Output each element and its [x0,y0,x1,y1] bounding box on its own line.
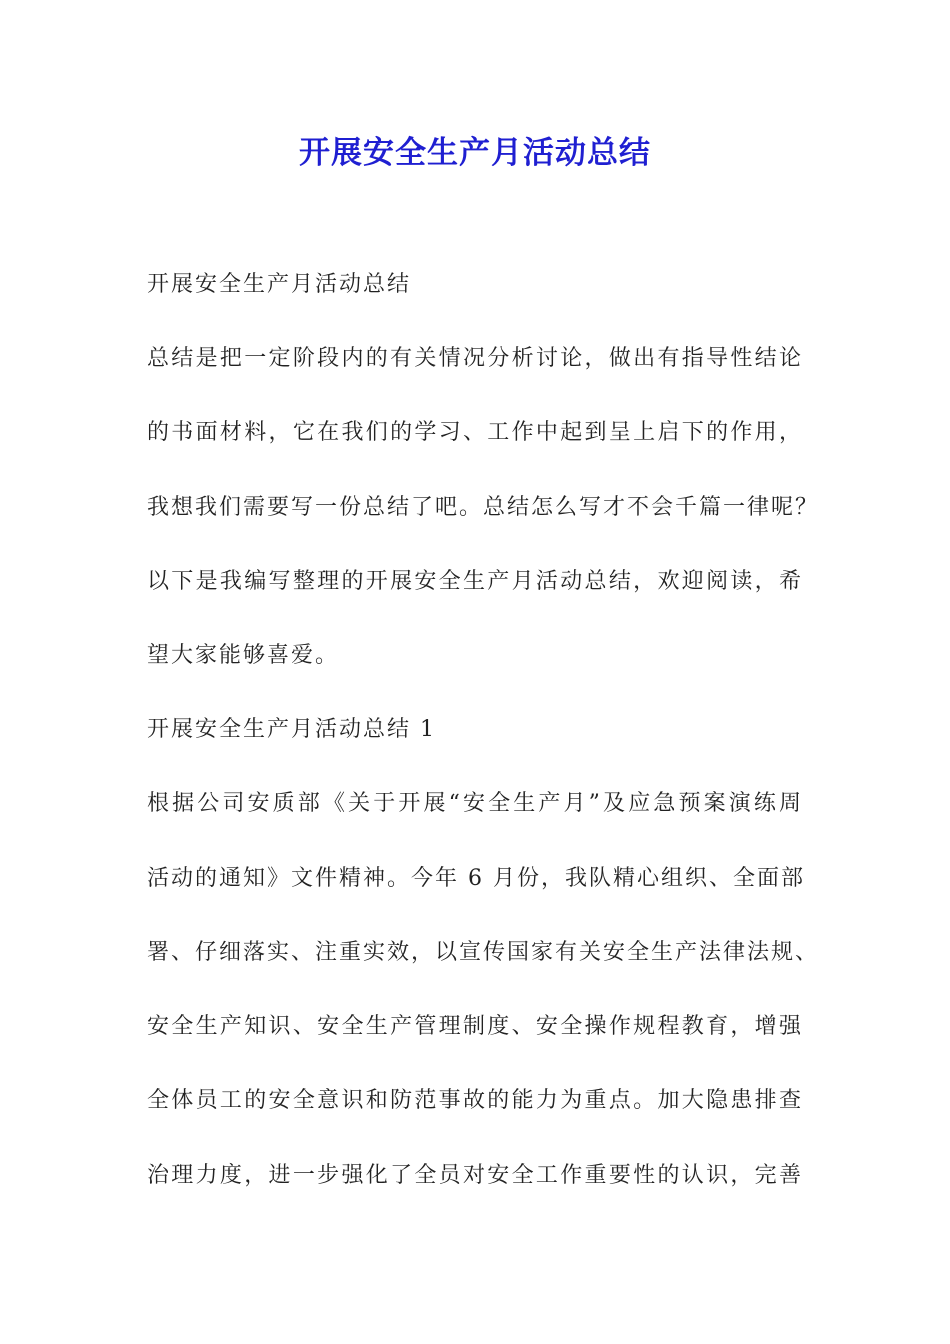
paragraph-line: 治理力度，进一步强化了全员对安全工作重要性的认识，完善 [147,1163,803,1188]
section-heading: 开展安全生产月活动总结 1 [147,717,436,742]
paragraph-line: 安全生产知识、安全生产管理制度、安全操作规程教育，增强 [147,1014,803,1039]
document-title: 开展安全生产月活动总结 [299,135,651,171]
paragraph-line: 总结是把一定阶段内的有关情况分析讨论，做出有指导性结论 [147,346,803,371]
paragraph-line: 望大家能够喜爱。 [147,643,340,668]
paragraph-line: 根据公司安质部《关于开展“安全生产月”及应急预案演练周 [147,791,803,816]
paragraph-line: 署、仔细落实、注重实效，以宣传国家有关安全生产法律法规、 [147,940,820,965]
paragraph-line: 活动的通知》文件精神。今年 6 月份，我队精心组织、全面部 [147,866,805,891]
paragraph-line: 全体员工的安全意识和防范事故的能力为重点。加大隐患排查 [147,1088,803,1113]
paragraph-line: 以下是我编写整理的开展安全生产月活动总结，欢迎阅读，希 [147,569,803,594]
paragraph-line: 我想我们需要写一份总结了吧。总结怎么写才不会千篇一律呢？ [147,495,820,520]
paragraph-line: 的书面材料，它在我们的学习、工作中起到呈上启下的作用， [147,420,803,445]
section-heading: 开展安全生产月活动总结 [147,272,412,297]
